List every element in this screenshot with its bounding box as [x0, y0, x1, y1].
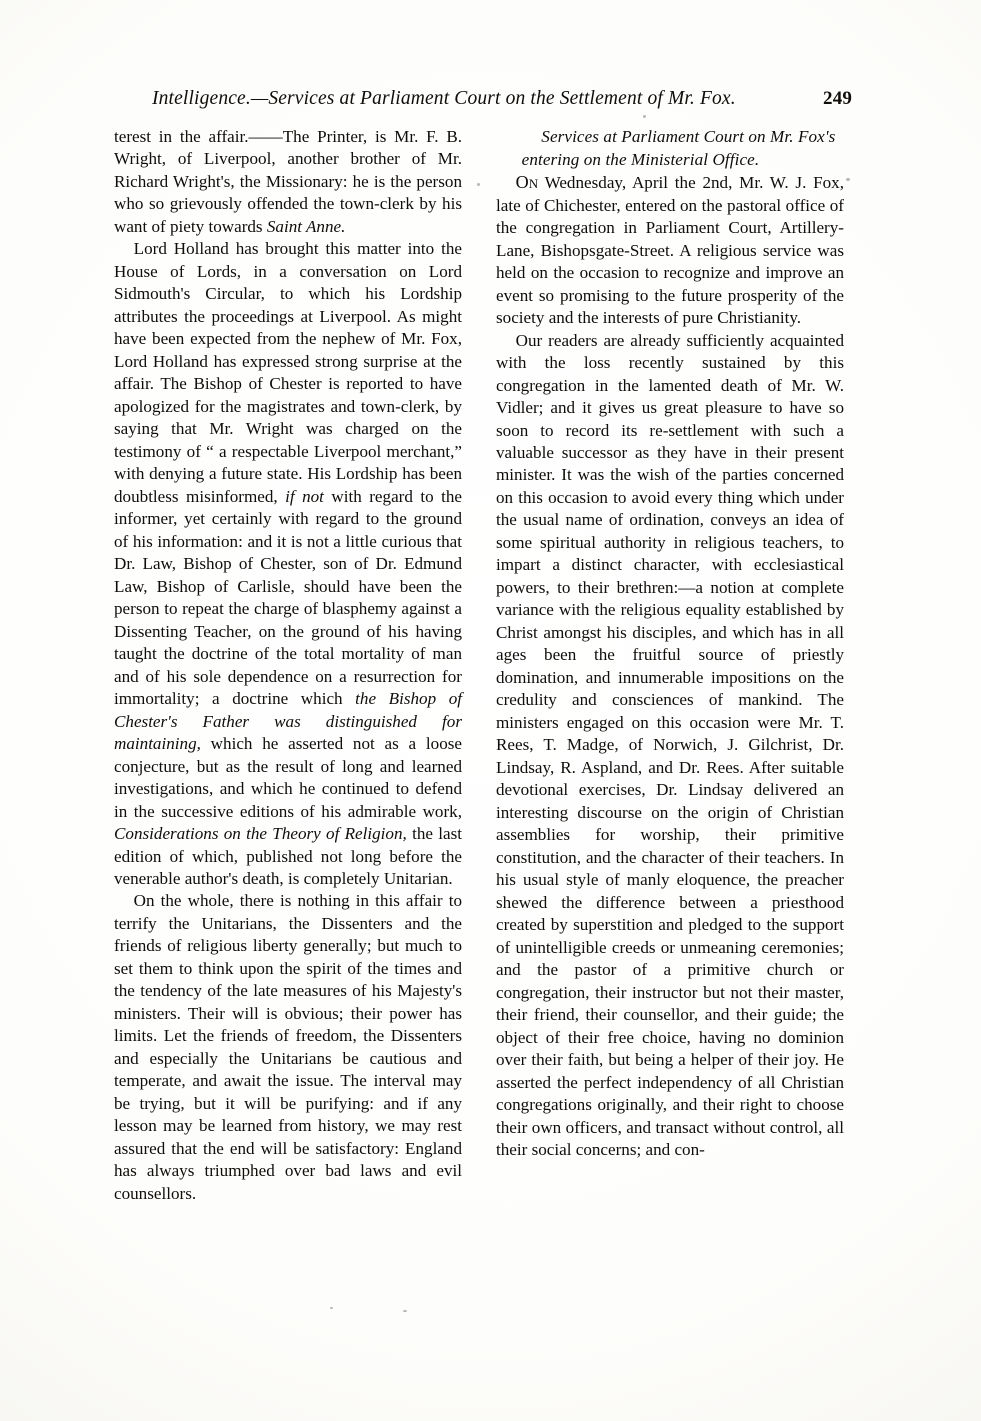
scan-speck — [477, 183, 480, 186]
column-left — [114, 126, 462, 1205]
paragraph-printer-note — [114, 126, 462, 238]
paragraph-wednesday-april — [496, 171, 844, 329]
paragraph-on-the-whole: On the whole, there is nothing in this affair to terrify the Unitarians, the Dissenters and the friends of religious liberty generally; but much to set them to think upon the spirit of the times and the tendency of the late measures of his Majesty's ministers. Their will is obvious; their power has limits. Let the friends of freedom, the Dissenters and especially the Unitarians be cautious and temperate, and await the issue. The interval may be trying, but it will be purifying: and if any lesson may be learned from history, we may rest assured that the end will be satisfactory: England has always triumphed over bad laws and evil counsellors. — [114, 891, 462, 1203]
paragraph-text-2: with regard to the informer, yet certainly with regard to the ground of his information: and it is not a little curious that Dr. Law, Bishop of Chester, son of Dr. Edmund Law, Bishop of Carlisle, should have been the person to repeat the charge of blasphemy against a Dissenting Teacher, on the ground of his having taught the doctrine of the total mortality of man and of his sole dependence on a resurrection for immortality; a doctrine which — [114, 486, 462, 709]
article-heading: Services at Parliament Court on Mr. Fox's entering on the Ministerial Office. — [521, 127, 836, 169]
scan-speck — [643, 115, 646, 118]
italic-saint-anne: Saint Anne. — [266, 216, 346, 236]
italic-bishop-father: the Bishop of Chester's Father was distinguished for maintaining, — [114, 689, 463, 754]
running-head-title: Intelligence.—Services at Parliament Court on the Settlement of Mr. Fox. — [152, 88, 736, 109]
paragraph-text-1: Lord Holland has brought this matter into the House of Lords, in a conversation on Lord Sidmouth's Circular, to which his Lordship attributes the proceedings at Liverpool. As might have been expected from the nephew of Mr. Fox, Lord Holland has expressed strong surprise at the affair. The Bishop of Chester is reported to have apologized for the magistrates and town-clerk, by saying that Mr. Wright was charged on the testimony of “ a respectable Liverpool merchant,” with denying a future state. His Lordship has been doubtless misinformed, — [114, 239, 462, 506]
italic-if-not: if not — [285, 486, 324, 506]
paragraph-text-3: which he asserted not as a loose conjecture, but as the result of long and learned investigations, and which he continued to defend in the successive editions of his admirable work, — [114, 734, 462, 821]
scan-speck — [330, 1307, 333, 1309]
paragraph-text: Wednesday, April the 2nd, Mr. W. J. Fox, late of Chichester, entered on the pastoral office of the congregation in Parliament Court, Artillery-Lane, Bishopsgate-Street. A religious service was held on the occasion to recognize and improve an event so promising to the future prosperity of the society and the interests of pure Christianity. — [496, 173, 844, 328]
paragraph-text: terest in the affair.——The Printer, is Mr. F. B. Wright, of Liverpool, another brother of Mr. Richard Wright's, the Missionary: he is the person who so grievously offended the town-clerk by his want of piety towards — [114, 127, 462, 236]
scan-speck — [403, 1310, 407, 1312]
running-head — [152, 88, 852, 114]
italic-book-title: Considerations on the Theory of Religion, — [114, 824, 407, 844]
opening-small-caps: On — [515, 172, 539, 193]
paragraph-text-4: the last edition of which, published not long before the venerable author's death, is completely Unitarian. — [114, 824, 463, 888]
page-number: 249 — [823, 88, 852, 109]
scan-speck — [846, 178, 850, 181]
column-right — [496, 126, 844, 1162]
paragraph-our-readers: Our readers are already sufficiently acquainted with the loss recently sustained by this congregation in the lamented death of Mr. W. Vidler; and it gives us great pleasure to have so soon to record its re-settlement with such a valuable successor as they have in their present minister. It was the wish of the parties concerned on this occasion to avoid every thing which under the usual name of ordination, conveys an idea of some spiritual authority in religious teachers, to impart a distinct character, with ecclesiastical powers, to their brethren:—a notion at complete variance with the religious equality established by Christ amongst his disciples, and which has in all ages been the fruitful source of priestly domination, and innumerable impositions on the credulity and consciences of mankind. The ministers engaged on this occasion were Mr. T. Rees, T. Madge, of Norwich, J. Gilchrist, Dr. Lindsay, R. Aspland, and Dr. Rees. After suitable devotional exercises, Dr. Lindsay delivered an interesting discourse on the origin of Christian assemblies for worship, their primitive constitution, and the character of their teachers. In his usual style of manly eloquence, the preacher shewed the difference between a priesthood created by superstition and pledged to the support of unintelligible creeds or unmeaning ceremonies; and the pastor of a primitive church or congregation, their instructor but not their master, their friend, their counsellor, and their guide; the object of their free choice, having no dominion over their faith, but being a helper of their joy. He asserted the perfect independency of all Christian congregations originally, and their right to choose their own officers, and transact without control, all their social concerns; and con- — [496, 330, 844, 1160]
paragraph-lord-holland — [114, 238, 462, 890]
